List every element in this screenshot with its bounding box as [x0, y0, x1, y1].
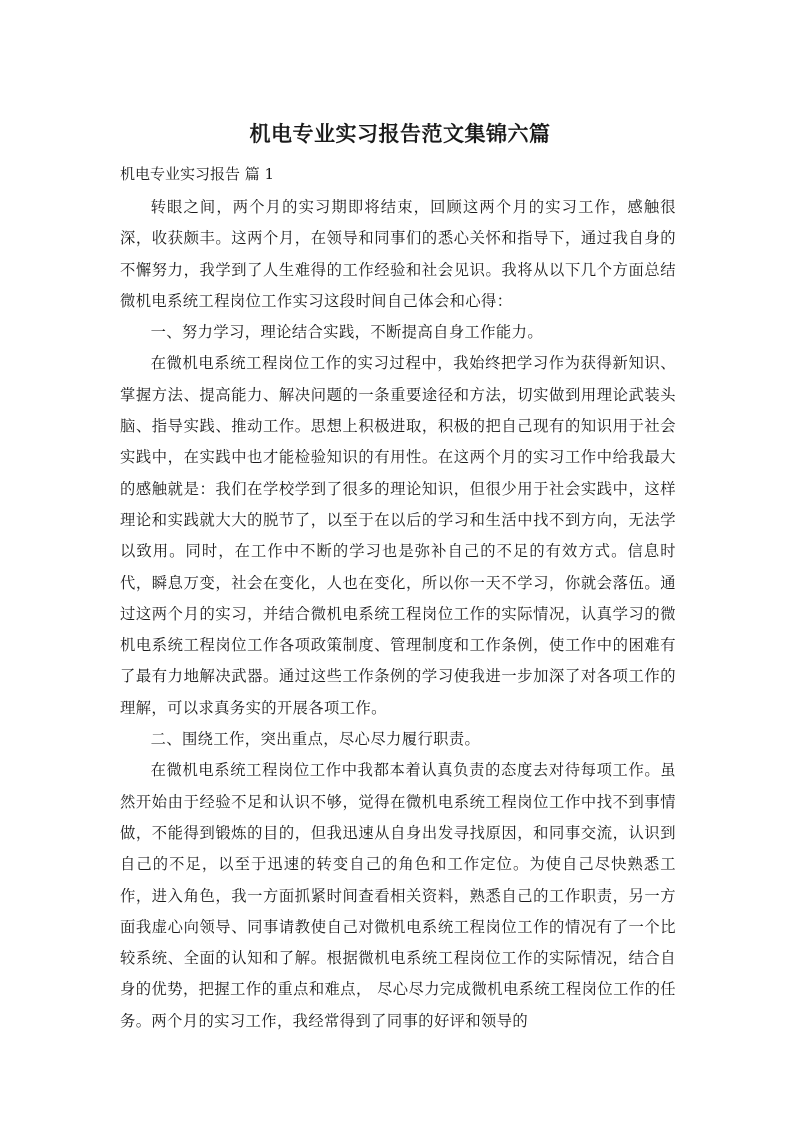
- paragraph-duties: 在微机电系统工程岗位工作中我都本着认真负责的态度去对待每项工作。虽然开始由于经验不足和认识不够，觉得在微机电系统工程岗位工作中找不到事情做，不能得到锻炼的目的，但我迅速从自身出发寻找原因，和同事交流，认识到自己的不足，以至于迅速的转变自己的角色和工作定位。为使自己尽快熟悉工作，进入角色，我一方面抓紧时间查看相关资料，熟悉自己的工作职责，另一方面我虚心向领导、同事请教使自己对微机电系统工程岗位工作的情况有了一个比较系统、全面的认知和了解。根据微机电系统工程岗位工作的实际情况，结合自身的优势，把握工作的重点和难点， 尽心尽力完成微机电系统工程岗位工作的任务。两个月的实习工作，我经常得到了同事的好评和领导的: [120, 761, 676, 1030]
- point-heading-1: 一、努力学习，理论结合实践，不断提高自身工作能力。: [150, 323, 544, 342]
- section-heading: 机电专业实习报告 篇 1: [120, 165, 275, 183]
- paragraph-intro: 转眼之间，两个月的实习期即将结束，回顾这两个月的实习工作，感触很深，收获颇丰。这两个月，在领导和同事们的悉心关怀和指导下，通过我自身的不懈努力，我学到了人生难得的工作经验和社会见识。我将从以下几个方面总结微机电系统工程岗位工作实习这段时间自己体会和心得：: [120, 198, 676, 310]
- paragraph-study: 在微机电系统工程岗位工作的实习过程中，我始终把学习作为获得新知识、掌握方法、提高能力、解决问题的一条重要途径和方法，切实做到用理论武装头脑、指导实践、推动工作。思想上积极进取，积极的把自己现有的知识用于社会实践中，在实践中也才能检验知识的有用性。在这两个月的实习工作中给我最大的感触就是：我们在学校学到了很多的理论知识，但很少用于社会实践中，这样理论和实践就大大的脱节了，以至于在以后的学习和生活中找不到方向，无法学以致用。同时，在工作中不断的学习也是弥补自己的不足的有效方式。信息时代，瞬息万变，社会在变化，人也在变化，所以你一天不学习，你就会落伍。通过这两个月的实习，并结合微机电系统工程岗位工作的实际情况，认真学习的微机电系统工程岗位工作各项政策制度、管理制度和工作条例，使工作中的困难有了最有力地解决武器。通过这些工作条例的学习使我进一步加深了对各项工作的理解，可以求真务实的开展各项工作。: [120, 354, 676, 717]
- document-body: [120, 192, 676, 1037]
- point-heading-2: 二、围绕工作，突出重点，尽心尽力履行职责。: [150, 730, 481, 749]
- document-title: 机电专业实习报告范文集锦六篇: [249, 122, 551, 146]
